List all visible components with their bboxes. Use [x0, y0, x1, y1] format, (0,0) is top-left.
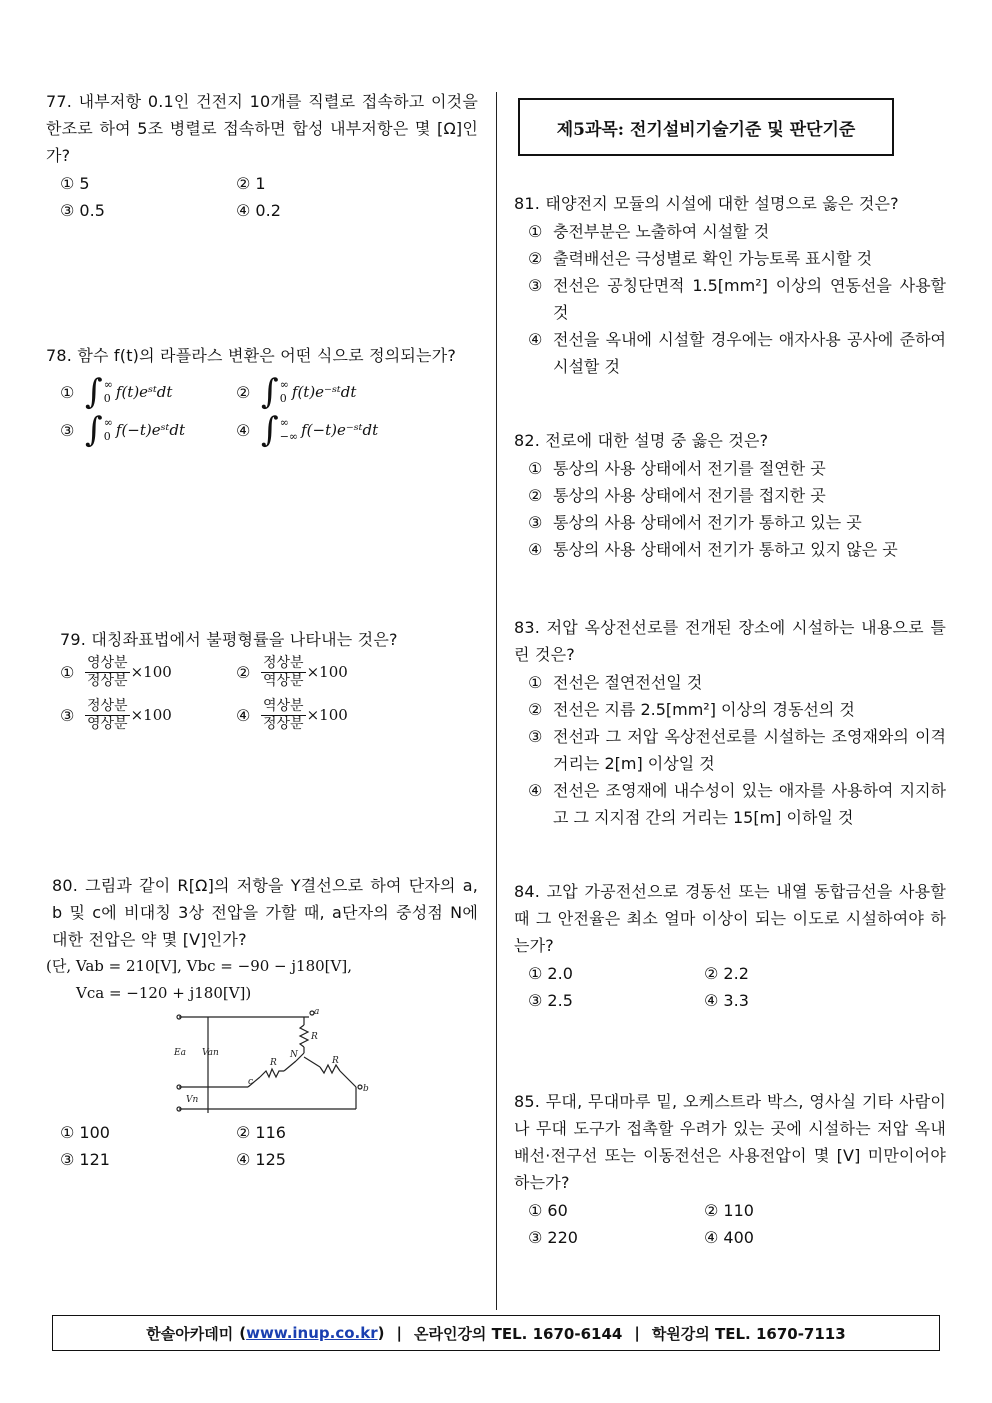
question-80-given-1: (단, Vab = 210[V], Vbc = −90 − j180[V],: [46, 957, 352, 975]
option-3[interactable]: ③ 0.5: [60, 201, 105, 220]
option-3[interactable]: ③ 전선과 그 저압 옥상전선로를 시설하는 조영재와의 이격거리는 2[m] 이상일 것: [528, 727, 946, 773]
neutral-n-label: N: [290, 1050, 298, 1060]
question-78-stem: 78. 함수 f(t)의 라플라스 변환은 어떤 식으로 정의되는가?: [46, 346, 457, 365]
resistor-label: R: [311, 1032, 318, 1042]
option-4[interactable]: ④ 전선은 조영재에 내수성이 있는 애자를 사용하여 지지하고 그 지지점 간의 거리는 15[m] 이하일 것: [528, 781, 946, 827]
option-2[interactable]: ② 110: [704, 1201, 754, 1220]
voltage-label: Vn: [186, 1095, 199, 1105]
academy-lecture-tel: 학원강의 TEL. 1670-7113: [651, 1324, 846, 1343]
question-84: [514, 878, 946, 1014]
voltage-label: Ea: [174, 1048, 186, 1058]
option-4[interactable]: ④ 3.3: [704, 991, 749, 1010]
voltage-label: Van: [202, 1048, 219, 1058]
option-4[interactable]: ④ 전선을 옥내에 시설할 경우에는 애자사용 공사에 준하여 시설할 것: [528, 330, 946, 376]
option-3[interactable]: ③ $\frac{\text{정상분}}{\text{영상분}}$ ×100: [60, 698, 172, 732]
resistor-label: R: [270, 1058, 277, 1068]
right-column: [514, 88, 946, 1288]
question-84-stem: 84. 고압 가공전선으로 경동선 또는 내열 동합금선을 사용할 때 그 안전율은 최소 얼마 이상이 되는 이도로 시설하여야 하는가?: [514, 882, 946, 955]
question-82: [514, 427, 946, 563]
integral-expression: ∫ ∞ 0 f(−t)eˢᵗdt: [85, 410, 186, 450]
question-80-options: [46, 1118, 478, 1173]
question-77-stem: 77. 내부저항 0.1인 건전지 10개를 직렬로 접속하고 이것을 한조로 하여 5조 병렬로 접속하면 합성 내부저항은 몇 [Ω]인가?: [46, 92, 478, 165]
option-1[interactable]: ① 60: [528, 1201, 568, 1220]
footer-bar: 한솔아카데미 ( www.inup.co.kr ) | 온라인강의 TEL. 1670-6144 | 학원강의 TEL. 1670-7113: [52, 1315, 940, 1351]
question-85-stem: 85. 무대, 무대마루 밑, 오케스트라 박스, 영사실 기타 사람이나 무대 도구가 접촉할 우려가 있는 곳에 시설하는 저압 옥내배선·전구선 또는 이동전선은 사용전압이 몇 [V] 미만이어야 하는가?: [514, 1092, 946, 1192]
footer-divider: |: [634, 1324, 640, 1342]
option-2[interactable]: ② 1: [236, 174, 266, 193]
question-81-stem: 81. 태양전지 모듈의 시설에 대한 설명으로 옳은 것은?: [514, 194, 899, 213]
option-3[interactable]: ③ 220: [528, 1228, 578, 1247]
terminal-b-label: b: [363, 1084, 369, 1094]
option-4[interactable]: ④ 통상의 사용 상태에서 전기가 통하고 있지 않은 곳: [528, 540, 898, 559]
question-83-options: [514, 669, 946, 831]
option-4[interactable]: ④ 125: [236, 1150, 286, 1169]
option-3[interactable]: ③ 121: [60, 1150, 110, 1169]
option-2[interactable]: ② ∫ ∞ 0 f(t)e⁻ˢᵗdt: [236, 372, 357, 412]
resistor-label: R: [332, 1056, 339, 1066]
option-3[interactable]: ③ 통상의 사용 상태에서 전기가 통하고 있는 곳: [528, 513, 862, 532]
question-82-options: [514, 455, 946, 563]
option-1[interactable]: ① 통상의 사용 상태에서 전기를 절연한 곳: [528, 459, 826, 478]
option-2[interactable]: ② 통상의 사용 상태에서 전기를 접지한 곳: [528, 486, 826, 505]
option-1[interactable]: ① 100: [60, 1123, 110, 1142]
option-4[interactable]: ④ ∫ ∞ −∞ f(−t)e⁻ˢᵗdt: [236, 410, 379, 450]
terminal-c-label: c: [248, 1077, 254, 1087]
integral-expression: ∫ ∞ 0 f(t)e⁻ˢᵗdt: [261, 372, 357, 412]
question-85-options: [514, 1197, 946, 1251]
fraction: $\frac{\text{정상분}}{\text{영상분}}$: [87, 698, 128, 732]
question-78-options: [46, 372, 478, 450]
question-84-options: [514, 960, 946, 1014]
question-85: [514, 1088, 946, 1251]
option-1[interactable]: ① 5: [60, 174, 90, 193]
option-2[interactable]: ② 2.2: [704, 964, 749, 983]
option-4[interactable]: ④ $\frac{\text{역상분}}{\text{정상분}}$ ×100: [236, 698, 348, 732]
integral-expression: ∫ ∞ −∞ f(−t)e⁻ˢᵗdt: [261, 410, 379, 450]
question-79-options: [46, 655, 478, 733]
option-4[interactable]: ④ 400: [704, 1228, 754, 1247]
question-80: [46, 872, 478, 1007]
option-2[interactable]: ② 출력배선은 극성별로 확인 가능토록 표시할 것: [528, 249, 873, 268]
question-78: [46, 342, 478, 450]
option-1[interactable]: ① $\frac{\text{영상분}}{\text{정상분}}$ ×100: [60, 655, 172, 689]
question-80-stem: 80. 그림과 같이 R[Ω]의 저항을 Y결선으로 하여 단자의 a, b 및 c에 비대칭 3상 전압을 가할 때, a단자의 중성점 N에 대한 전압은 약 몇 [V]인가?: [52, 876, 478, 949]
terminal-a-label: a: [314, 1007, 320, 1017]
question-79-stem: 79. 대칭좌표법에서 불평형률을 나타내는 것은?: [60, 630, 398, 649]
question-83: [514, 614, 946, 831]
wye-circuit-diagram: [124, 1005, 374, 1120]
option-1[interactable]: ① 충전부분은 노출하여 시설할 것: [528, 222, 770, 241]
question-77: [46, 88, 478, 224]
option-1[interactable]: ① 전선은 절연전선일 것: [528, 673, 703, 692]
option-4[interactable]: ④ 0.2: [236, 201, 281, 220]
academy-name: 한솔아카데미: [146, 1324, 234, 1343]
option-1[interactable]: ① ∫ ∞ 0 f(t)eˢᵗdt: [60, 372, 173, 412]
question-82-stem: 82. 전로에 대한 설명 중 옳은 것은?: [514, 431, 769, 450]
academy-website-link[interactable]: www.inup.co.kr: [246, 1324, 378, 1342]
fraction: $\frac{\text{영상분}}{\text{정상분}}$: [87, 655, 128, 689]
option-3[interactable]: ③ 2.5: [528, 991, 573, 1010]
fraction: $\frac{\text{정상분}}{\text{역상분}}$: [263, 655, 304, 689]
question-80-given-2: Vca = −120 + j180[V]): [76, 984, 252, 1002]
question-83-stem: 83. 저압 옥상전선로를 전개된 장소에 시설하는 내용으로 틀린 것은?: [514, 618, 946, 664]
option-1[interactable]: ① 2.0: [528, 964, 573, 983]
fraction: $\frac{\text{역상분}}{\text{정상분}}$: [263, 698, 304, 732]
question-79: [46, 626, 478, 733]
option-2[interactable]: ② $\frac{\text{정상분}}{\text{역상분}}$ ×100: [236, 655, 348, 689]
option-3[interactable]: ③ 전선은 공칭단면적 1.5[mm²] 이상의 연동선을 사용할 것: [528, 276, 946, 322]
question-81-options: [514, 218, 946, 380]
section-title: 제5과목: 전기설비기술기준 및 판단기준: [556, 119, 856, 140]
integral-expression: ∫ ∞ 0 f(t)eˢᵗdt: [85, 372, 173, 412]
question-77-options: [46, 170, 478, 224]
option-2[interactable]: ② 전선은 지름 2.5[mm²] 이상의 경동선의 것: [528, 700, 855, 719]
question-81: [514, 190, 946, 380]
option-2[interactable]: ② 116: [236, 1123, 286, 1142]
footer-divider: |: [396, 1324, 402, 1342]
column-divider: [496, 92, 497, 1310]
online-lecture-tel: 온라인강의 TEL. 1670-6144: [413, 1324, 623, 1343]
option-3[interactable]: ③ ∫ ∞ 0 f(−t)eˢᵗdt: [60, 410, 186, 450]
